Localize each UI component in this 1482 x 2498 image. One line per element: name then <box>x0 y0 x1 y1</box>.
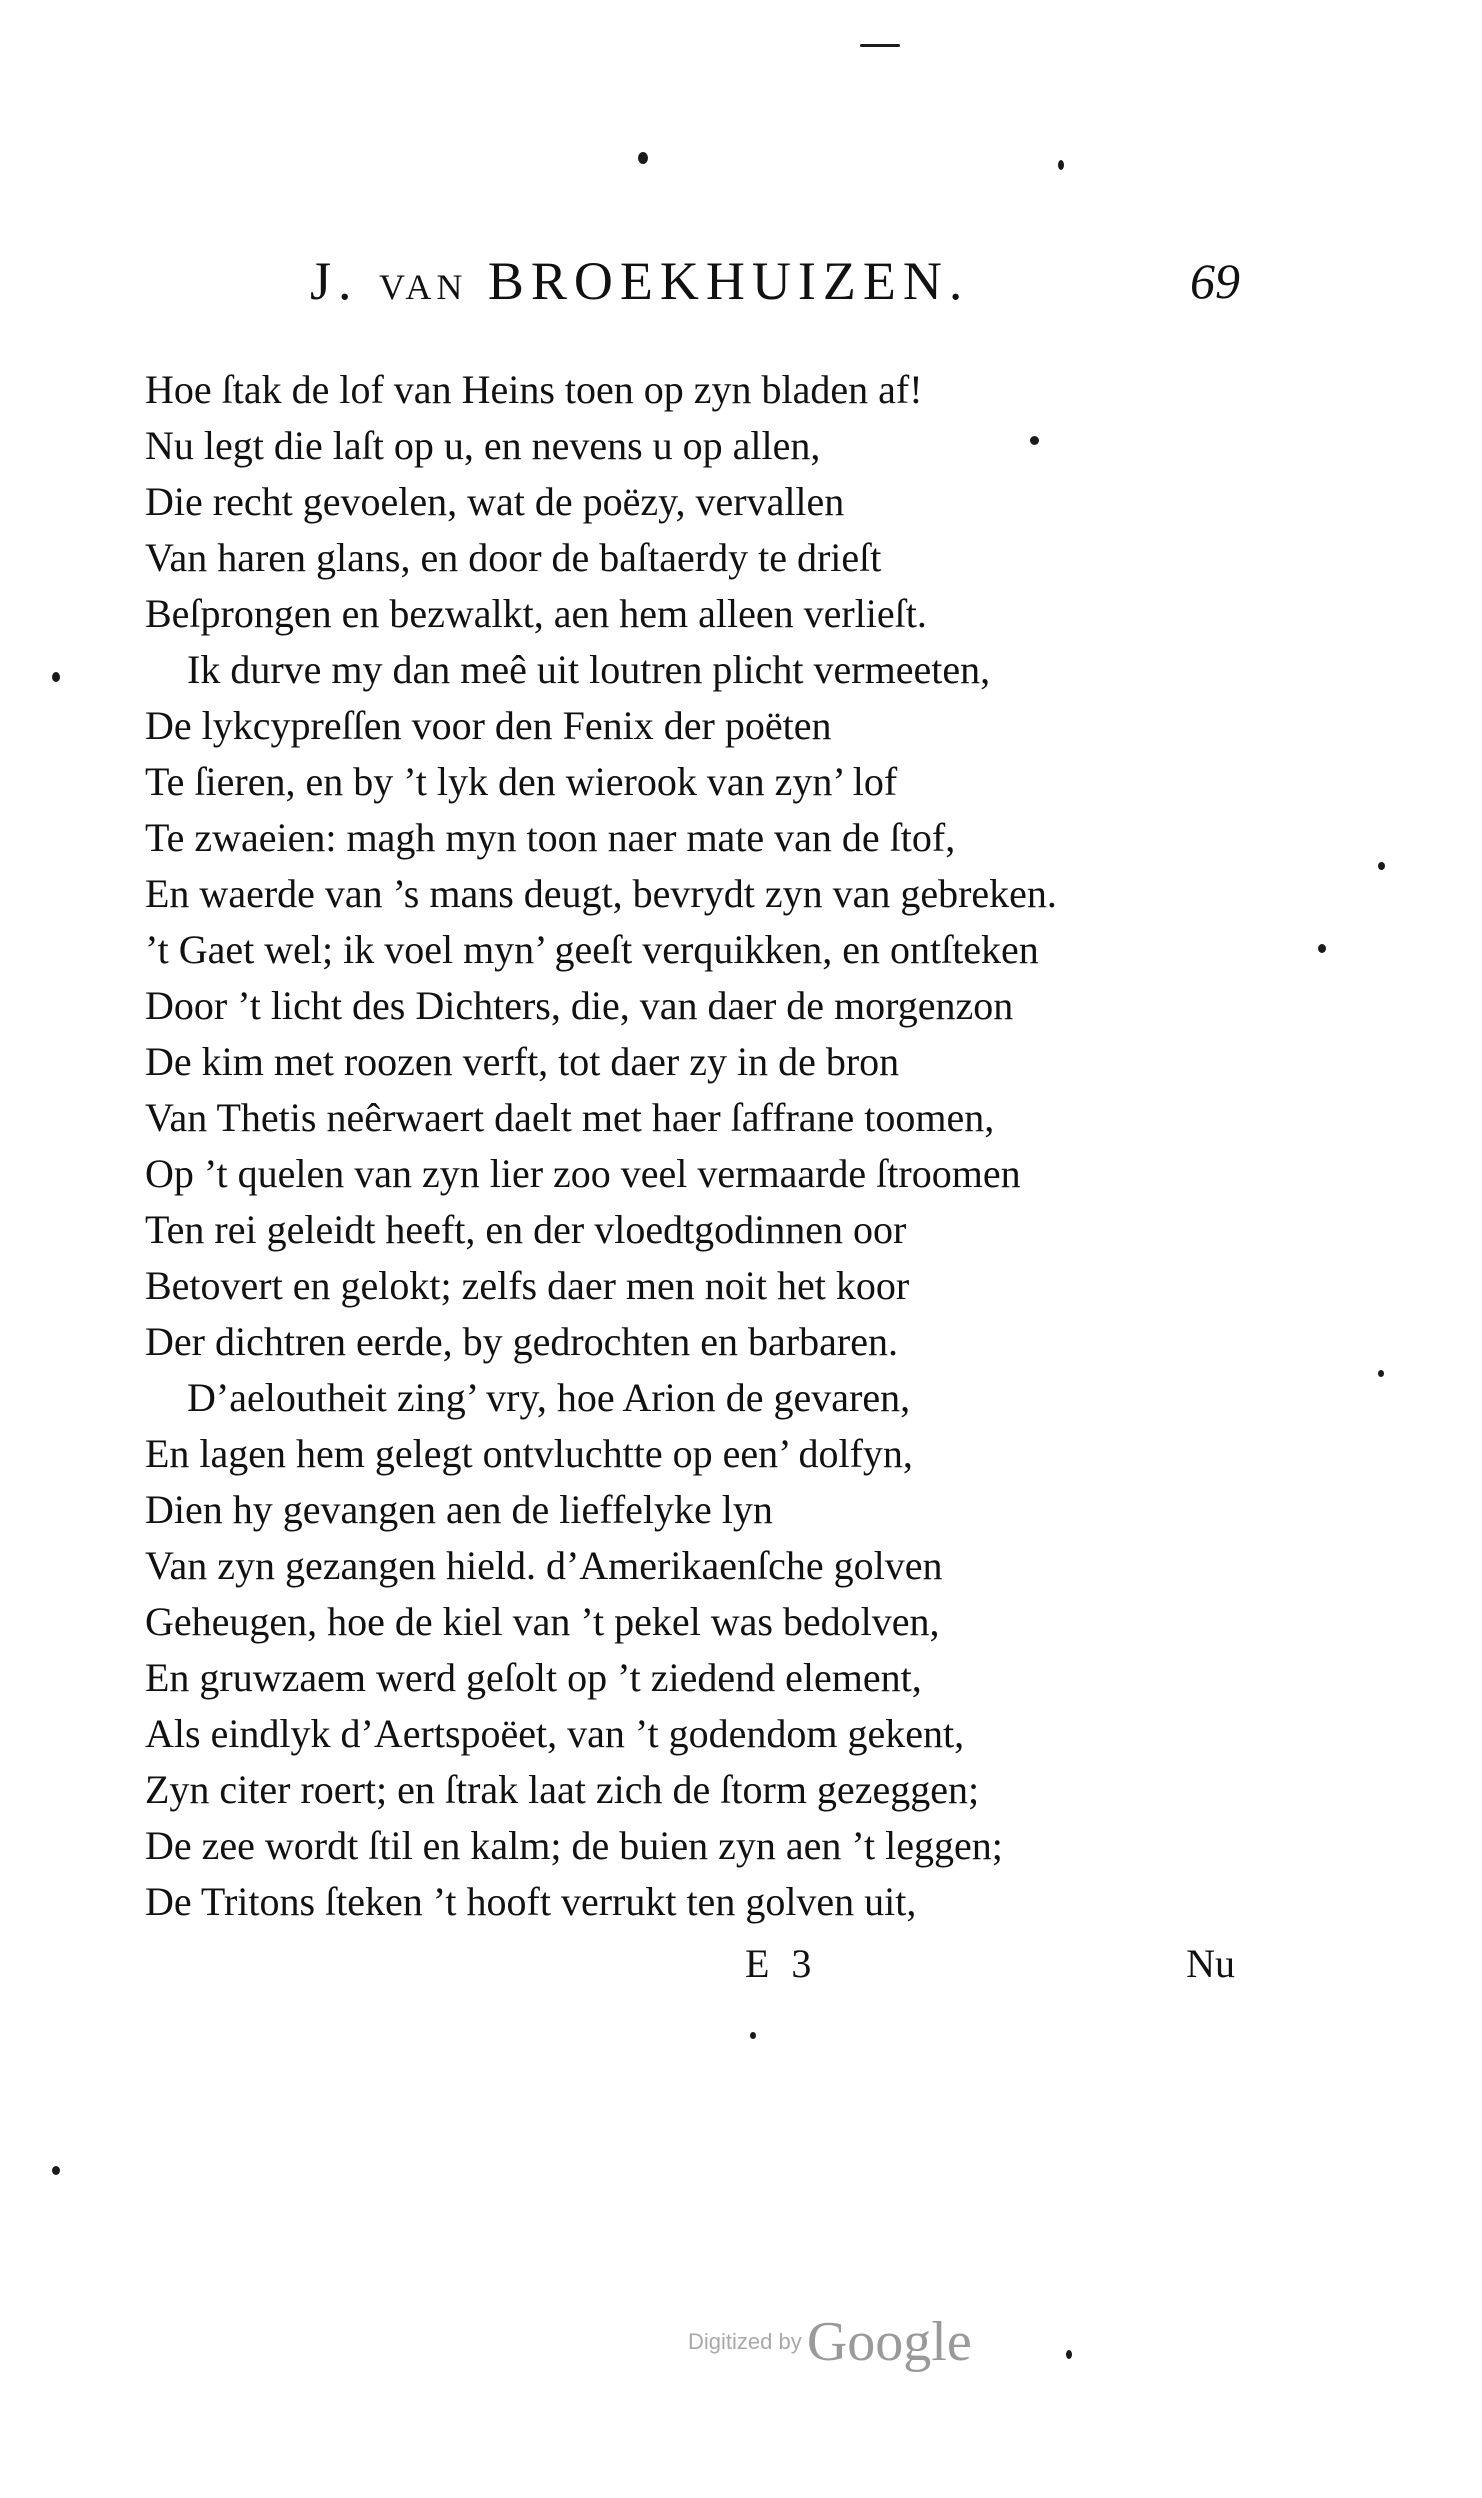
page-footer <box>145 1940 1235 2000</box>
poem-line: De kim met roozen verft, tot daer zy in de bron <box>145 1039 900 1084</box>
poem-line: En waerde van ’s mans deugt, bevrydt zyn van gebreken. <box>145 871 1057 916</box>
poem-line: Der dichtren eerde, by gedrochten en barbaren. <box>145 1319 898 1364</box>
scan-speck <box>1318 944 1326 953</box>
poem-line: Nu legt die laſt op u, en nevens u op allen, <box>145 423 821 468</box>
poem-line: Die recht gevoelen, wat de poëzy, vervallen <box>145 479 845 524</box>
scan-speck <box>750 2032 756 2039</box>
poem-line: Beſprongen en bezwalkt, aen hem alleen verlieſt. <box>145 591 927 636</box>
poem-line: Zyn citer roert; en ſtrak laat zich de ſtorm gezeggen; <box>145 1767 980 1812</box>
scan-speck <box>860 44 900 47</box>
signature-mark: E 3 <box>745 1941 818 1986</box>
poem-line: De lykcypreſſen voor den Fenix der poëten <box>145 703 832 748</box>
header-surname: BROEKHUIZEN. <box>487 251 970 311</box>
watermark-prefix: Digitized by <box>688 2329 802 2354</box>
poem-line: Op ’t quelen van zyn lier zoo veel vermaarde ſtroomen <box>145 1151 1021 1196</box>
poem-line: Van haren glans, en door de baſtaerdy te drieſt <box>145 535 882 580</box>
poem-line: Dien hy gevangen aen de lieffelyke lyn <box>145 1487 773 1532</box>
scan-speck <box>52 672 60 682</box>
header-van: VAN <box>379 267 468 307</box>
poem-line: Geheugen, hoe de kiel van ’t pekel was bedolven, <box>145 1599 940 1644</box>
poem-line: Betovert en gelokt; zelfs daer men noit het koor <box>145 1263 910 1308</box>
poem-line: En gruwzaem werd geſolt op ’t ziedend element, <box>145 1655 922 1700</box>
poem-line: Van Thetis neêrwaert daelt met haer ſaffrane toomen, <box>145 1095 995 1140</box>
poem-line: Hoe ſtak de lof van Heins toen op zyn bladen af! <box>145 367 923 412</box>
poem-text <box>145 362 1235 1930</box>
poem-line: En lagen hem gelegt ontvluchtte op een’ dolfyn, <box>145 1431 913 1476</box>
header-initial: J. <box>310 251 359 311</box>
running-header <box>310 250 1240 320</box>
poem-line: ’t Gaet wel; ik voel myn’ geeſt verquikken, en ontſteken <box>145 927 1039 972</box>
header-title <box>310 250 969 312</box>
scan-speck <box>1058 160 1064 170</box>
poem-line: Ten rei geleidt heeft, en der vloedtgodinnen oor <box>145 1207 907 1252</box>
scan-speck <box>1066 2350 1072 2359</box>
poem-line: De zee wordt ſtil en kalm; de buien zyn aen ’t leggen; <box>145 1823 1003 1868</box>
google-logo: Google <box>806 2311 972 2373</box>
page-number: 69 <box>1190 253 1240 309</box>
poem-line: D’aeloutheit zing’ vry, hoe Arion de gevaren, <box>187 1375 911 1420</box>
poem-line: De Tritons ſteken ’t hooft verrukt ten golven uit, <box>145 1879 917 1924</box>
scan-speck <box>52 2166 60 2175</box>
poem-line: Te zwaeien: magh myn toon naer mate van de ſtof, <box>145 815 956 860</box>
poem-line: Als eindlyk d’Aertspoëet, van ’t godendom gekent, <box>145 1711 965 1756</box>
scan-speck <box>1378 862 1385 870</box>
poem-line: Te ſieren, en by ’t lyk den wierook van zyn’ lof <box>145 759 898 804</box>
scan-speck <box>638 152 648 164</box>
scan-speck <box>1030 436 1039 445</box>
poem-line: Van zyn gezangen hield. d’Amerikaenſche golven <box>145 1543 943 1588</box>
poem-line: Ik durve my dan meê uit loutren plicht vermeeten, <box>187 647 991 692</box>
scan-speck <box>1378 1370 1384 1377</box>
catchword: Nu <box>1186 1941 1235 1986</box>
poem-line: Door ’t licht des Dichters, die, van daer de morgenzon <box>145 983 1014 1028</box>
digitized-watermark <box>688 2310 972 2374</box>
